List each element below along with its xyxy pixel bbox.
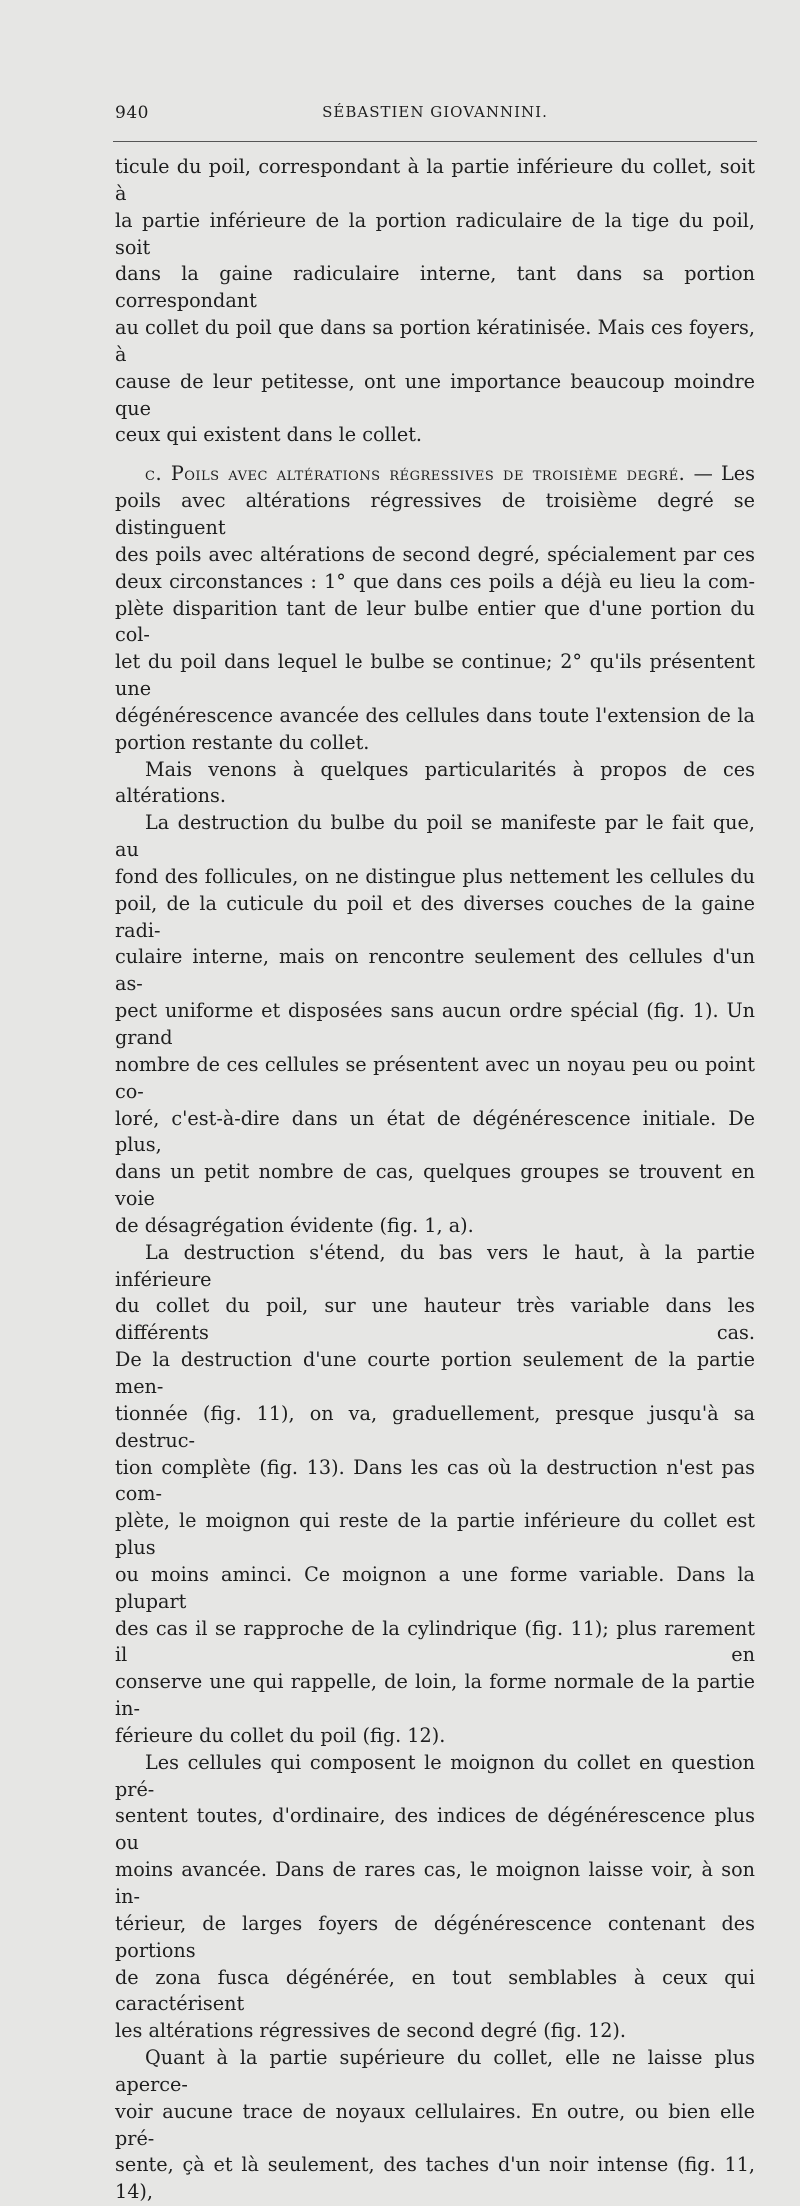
text-line: moins avancée. Dans de rares cas, le moignon laisse voir, à son in-	[115, 1858, 755, 1908]
text-line: — Les	[685, 462, 755, 486]
text-line: cause de leur petitesse, ont une importance beaucoup moindre que	[115, 369, 755, 420]
text-line: plète, le moignon qui reste de la partie inférieure du collet est plus	[115, 1509, 755, 1560]
text-line: sentent toutes, d'ordinaire, des indices de dégénérescence plus ou	[115, 1804, 755, 1855]
text-line: plète disparition tant de leur bulbe entier que d'une portion du col-	[115, 596, 755, 647]
text-line: voir aucune trace de noyaux cellulaires. En outre, ou bien elle pré-	[115, 2099, 755, 2150]
text-line: dans la gaine radiculaire interne, tant dans sa portion correspondant	[115, 262, 755, 313]
text-line: pect uniforme et disposées sans aucun ordre spécial (fig. 1). Un grand	[115, 999, 755, 1049]
text-line: portion restante du collet.	[115, 730, 370, 754]
paragraph	[115, 757, 755, 811]
paragraph	[115, 1750, 755, 2045]
page-number: 940	[115, 103, 149, 123]
paragraph	[115, 2045, 755, 2206]
text-line: ticule du poil, correspondant à la partie inférieure du collet, soit à	[115, 155, 755, 205]
text-line: tionnée (fig. 11), on va, graduellement, presque jusqu'à sa destruc-	[115, 1401, 755, 1452]
text-line: du collet du poil, sur une hauteur très variable dans les différents cas.	[115, 1294, 755, 1345]
text-line: des poils avec altérations de second degré, spécialement par ces	[115, 542, 755, 566]
text-line: férieure du collet du poil (fig. 12).	[115, 1723, 446, 1747]
text-line: loré, c'est-à-dire dans un état de dégénérescence initiale. De plus,	[115, 1106, 755, 1157]
paragraph	[115, 810, 755, 1240]
text-line: La destruction s'étend, du bas vers le haut, à la partie inférieure	[115, 1240, 755, 1291]
text-line: Quant à la partie supérieure du collet, elle ne laisse plus aperce-	[115, 2046, 755, 2096]
text-line: au collet du poil que dans sa portion kératinisée. Mais ces foyers, à	[115, 316, 755, 366]
text-line: Mais venons à quelques particularités à propos de ces altérations.	[115, 757, 755, 808]
page-header	[115, 103, 755, 129]
text-line: poil, de la cuticule du poil et des diverses couches de la gaine radi-	[115, 891, 755, 942]
text-line: dégénérescence avancée des cellules dans toute l'extension de la	[115, 703, 755, 727]
section-heading: c. Poils avec altérations régressives de troisième degré.	[145, 462, 686, 486]
text-line: conserve une qui rappelle, de loin, la forme normale de la partie in-	[115, 1670, 755, 1721]
paragraph	[115, 461, 755, 756]
paragraph	[115, 1240, 755, 1750]
text-line: de désagrégation évidente (fig. 1, a).	[115, 1213, 474, 1237]
paragraph	[115, 154, 755, 449]
text-line: des cas il se rapproche de la cylindrique (fig. 11); plus rarement il en	[115, 1616, 755, 1667]
text-line: ceux qui existent dans le collet.	[115, 423, 422, 447]
text-line: la partie inférieure de la portion radiculaire de la tige du poil, soit	[115, 208, 755, 259]
text-line: Les cellules qui composent le moignon du collet en question pré-	[115, 1750, 755, 1801]
text-line: tion complète (fig. 13). Dans les cas où la destruction n'est pas com-	[115, 1455, 755, 1506]
running-head: SÉBASTIEN GIOVANNINI.	[322, 103, 548, 121]
text-line: les altérations régressives de second degré (fig. 12).	[115, 2019, 626, 2043]
text-line: La destruction du bulbe du poil se manifeste par le fait que, au	[115, 811, 755, 862]
text-line: De la destruction d'une courte portion seulement de la partie men-	[115, 1348, 755, 1398]
text-line: fond des follicules, on ne distingue plus nettement les cellules du	[115, 864, 755, 888]
text-line: térieur, de larges foyers de dégénérescence contenant des portions	[115, 1911, 755, 1962]
text-line: nombre de ces cellules se présentent avec un noyau peu ou point co-	[115, 1052, 755, 1103]
text-line: sente, çà et là seulement, des taches d'un noir intense (fig. 11, 14),	[115, 2153, 755, 2204]
section-gap	[115, 449, 755, 461]
text-line: deux circonstances : 1° que dans ces poils a déjà eu lieu la com-	[115, 569, 755, 593]
text-line: ou moins aminci. Ce moignon a une forme variable. Dans la plupart	[115, 1562, 755, 1613]
text-line: let du poil dans lequel le bulbe se continue; 2° qu'ils présentent une	[115, 650, 755, 701]
section-heading-line	[115, 461, 755, 488]
header-rule	[113, 141, 757, 142]
text-line: dans un petit nombre de cas, quelques groupes se trouvent en voie	[115, 1160, 755, 1211]
text-line: culaire interne, mais on rencontre seulement des cellules d'un as-	[115, 945, 755, 996]
text-line: de zona fusca dégénérée, en tout semblables à ceux qui caractérisent	[115, 1965, 755, 2016]
text-line: poils avec altérations régressives de troisième degré se distinguent	[115, 489, 755, 539]
body-text	[115, 154, 755, 2206]
